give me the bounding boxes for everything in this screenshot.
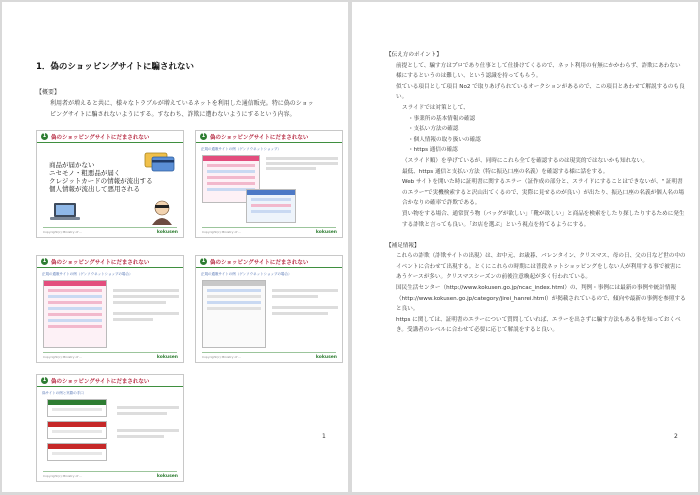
slide-thumbnail xyxy=(195,130,343,238)
paragraph: 前提として、騙す方はプロであり仕事として仕掛けてくるので、ネット利用の有無にかかわらず、詐欺にあわない様にするというのは難しい、という認識を持ってもらう。 xyxy=(396,62,681,80)
paragraph: スライドでは対策として、 xyxy=(402,104,469,111)
slide-footer-line xyxy=(202,227,336,228)
slide-header xyxy=(37,375,183,387)
bullet-item: ・https 通信の確認 xyxy=(408,147,458,154)
slide-footer-line xyxy=(43,352,177,353)
slide-title: 偽のショッピングサイトにだまされない xyxy=(210,134,309,141)
slide-thumbnail xyxy=(36,374,184,482)
website-screenshot xyxy=(43,280,107,348)
paragraph: 似ている項目として項目 No2 で取りあげられているオークションがあるので、この項目とあわせて解説するのも良い。 xyxy=(396,83,685,101)
bullet-item: ・事業所の基本情報の確認 xyxy=(408,115,476,122)
slide-bullet: 商品が届かない xyxy=(49,161,95,169)
slide-number: 1 xyxy=(42,377,47,383)
section-heading: 【伝え方のポイント】 xyxy=(386,52,442,58)
laptop-icon xyxy=(49,201,81,223)
bullet-item: ・支払い方法の確認 xyxy=(408,126,459,133)
slide-title: 偽のショッピングサイトにだまされない xyxy=(51,134,150,141)
summary-text: 利用者が増えると共に、様々なトラブルが増えているネットを利用した通信販売。特に偽のショッピングサイトに騙されないようにする。すなわち、詐欺に遭わないようにするという内容。 xyxy=(50,100,314,118)
slide-copyright: Copyright(c) Ministry of ... xyxy=(202,355,242,359)
slide-logo: kokusen xyxy=(156,230,178,235)
slide-bullet: クレジットカードの情報が流出する xyxy=(49,177,153,185)
paragraph: 買い物をする場合、通常買う物（バッグが欲しい」「靴が欲しい」と商品を検索をしたり探したりするために発生する詐欺と言っても良い。「お店を選ぶ」という視点を持てるようにする。 xyxy=(402,210,685,228)
slide-header xyxy=(196,131,342,143)
paragraph: （スライド順）を挙げているが、同時にこれら全てを確認するのは現実的ではないかも知れない。 xyxy=(402,157,648,164)
credit-card-icon xyxy=(143,151,177,173)
summary-label: 【概要】 xyxy=(36,89,61,96)
website-screenshot xyxy=(47,443,107,461)
slide-footer-line xyxy=(202,352,336,353)
slide-bullet-list xyxy=(49,161,153,193)
slide-bullet: ニセモノ・粗悪品が届く xyxy=(49,169,121,177)
slide-number: 1 xyxy=(42,133,47,139)
page-left xyxy=(2,2,348,492)
slide-subtitle: 正規の通販サイトの例（ゲンソウネットショップの場合） xyxy=(201,272,292,276)
paragraph: 国民生活センター（http://www.kokusen.go.jp/ncac_index.html）の、判例・事例には最新の事例や統計情報（http://www.kokusen.go.jp/category/jirei_hanrei.html）が掲載されているので、傾向や最新の事例を参照すると良い。 xyxy=(396,285,686,313)
bullet-item: ・個人情報の取り扱いの確認 xyxy=(408,136,481,143)
paragraph: 最低、https 通信と支払い方法（特に振込口座の名義）を確認する様に話をする。 xyxy=(402,168,609,175)
slide-annotation xyxy=(272,286,338,318)
slide-annotation xyxy=(113,286,179,324)
slide-thumbnail xyxy=(36,255,184,363)
slide-subtitle: 正規の通販サイトの例（ゲンソウネットショップ） xyxy=(201,147,282,151)
slide-logo: kokusen xyxy=(156,355,178,360)
page-right xyxy=(352,2,698,492)
slide-header xyxy=(37,131,183,143)
page-body xyxy=(386,50,686,336)
slide-logo: kokusen xyxy=(315,355,337,360)
slide-bullet: 個人情報が流出して悪用される xyxy=(49,185,140,193)
slide-title: 偽のショッピングサイトにだまされない xyxy=(210,259,309,266)
paragraph: これらの詐欺（詐欺サイトの出現）は、お中元、お歳暮、バレンタイン、クリスマス、母の日、父の日など世の中のイベントに合わせて出現する。とくにこれらの時期には普段ネットショッピングをしない人が利用する事で被害にあうケースが多い。クリスマスシーズンの前後注意喚起が多く行われている。 xyxy=(396,253,686,281)
slide-annotation xyxy=(266,155,338,172)
slide-header xyxy=(196,256,342,268)
slide-title: 偽のショッピングサイトにだまされない xyxy=(51,378,150,385)
slide-copyright: Copyright(c) Ministry of ... xyxy=(43,474,83,478)
slide-copyright: Copyright(c) Ministry of ... xyxy=(202,230,242,234)
slide-logo: kokusen xyxy=(156,474,178,479)
slide-number: 1 xyxy=(201,133,206,139)
website-screenshot xyxy=(47,421,107,439)
page-number: 2 xyxy=(674,433,678,440)
slide-footer-line xyxy=(43,227,177,228)
website-screenshot xyxy=(202,280,266,348)
slide-logo: kokusen xyxy=(315,230,337,235)
slide-footer-line xyxy=(43,471,177,472)
section-title: 1．偽のショッピングサイトに騙されない xyxy=(36,62,194,72)
slide-title: 偽のショッピングサイトにだまされない xyxy=(51,259,150,266)
page-number: 1 xyxy=(322,433,326,440)
slide-number: 1 xyxy=(42,258,47,264)
paragraph: Web サイトを開いた時に証明書に関するエラー（証作成の部分と、スライドにすることはできないが、" 証明書のエラー"で実機検索すると沢山出てくるので、実際に見せるのが良い）が出たり、振込口座の名義が個人名の場合かなりの確率で詐欺である。 xyxy=(402,179,685,207)
slide-thumbnail xyxy=(36,130,184,238)
website-screenshot xyxy=(246,189,296,223)
slide-header xyxy=(37,256,183,268)
slide-copyright: Copyright(c) Ministry of ... xyxy=(43,355,83,359)
slide-subtitle: 偽サイトの例と実際の手口 xyxy=(42,391,84,395)
slide-copyright: Copyright(c) Ministry of ... xyxy=(43,230,83,234)
paragraph: https に関しては、証明書のエラーについて質問していれば、エラーを出さずに騙す方法もある事を知っておくべき。受講者のレベルに合わせて必要に応じて解説をすると良い。 xyxy=(396,316,681,334)
masked-person-icon xyxy=(149,199,175,225)
website-screenshot xyxy=(47,399,107,417)
slide-subtitle: 正規の通販サイトの例（ゲンソウネットショップの場合） xyxy=(42,272,133,276)
slide-thumbnail xyxy=(195,255,343,363)
section-heading: 【補足情報】 xyxy=(386,242,420,249)
slide-number: 1 xyxy=(201,258,206,264)
slide-annotation xyxy=(117,403,179,441)
